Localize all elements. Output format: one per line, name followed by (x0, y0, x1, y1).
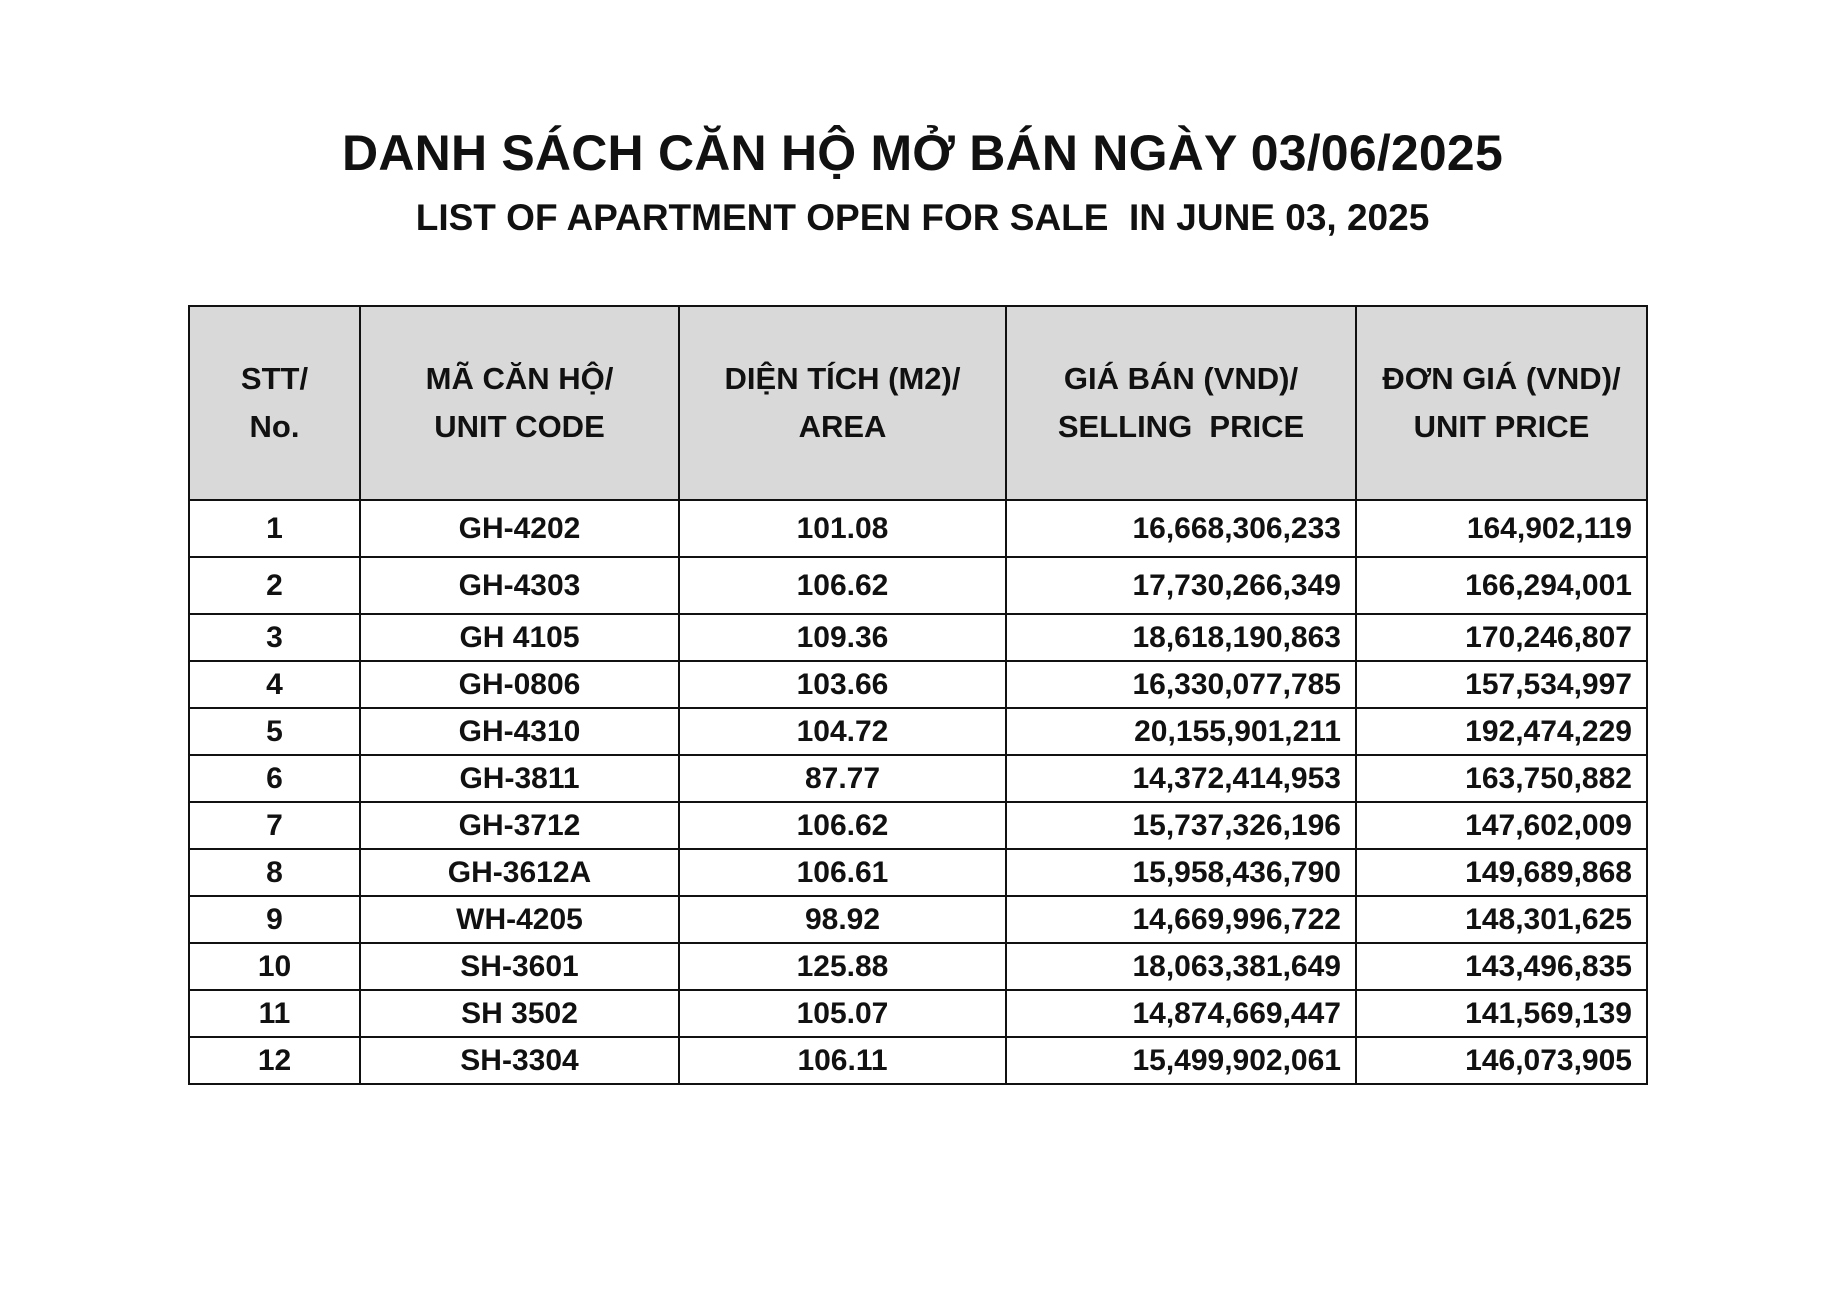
cell-unit-price: 157,534,997 (1356, 661, 1647, 708)
cell-unit-price: 146,073,905 (1356, 1037, 1647, 1084)
cell-area: 103.66 (679, 661, 1006, 708)
table-row (189, 943, 1647, 990)
table-row (189, 614, 1647, 661)
cell-no: 7 (189, 802, 360, 849)
header-row (189, 306, 1647, 500)
cell-selling-price: 18,063,381,649 (1006, 943, 1356, 990)
cell-no: 9 (189, 896, 360, 943)
cell-selling-price: 16,330,077,785 (1006, 661, 1356, 708)
cell-selling-price: 17,730,266,349 (1006, 557, 1356, 614)
cell-unit-price: 170,246,807 (1356, 614, 1647, 661)
cell-selling-price: 16,668,306,233 (1006, 500, 1356, 557)
cell-selling-price: 14,372,414,953 (1006, 755, 1356, 802)
cell-unit-code: GH-3712 (360, 802, 679, 849)
cell-unit-price: 164,902,119 (1356, 500, 1647, 557)
column-header-selling-price (1006, 306, 1356, 500)
cell-selling-price: 20,155,901,211 (1006, 708, 1356, 755)
table-row (189, 708, 1647, 755)
cell-unit-price: 166,294,001 (1356, 557, 1647, 614)
table-row (189, 500, 1647, 557)
table-header (189, 306, 1647, 500)
cell-no: 8 (189, 849, 360, 896)
cell-area: 106.62 (679, 802, 1006, 849)
cell-selling-price: 14,669,996,722 (1006, 896, 1356, 943)
cell-area: 105.07 (679, 990, 1006, 1037)
table-row (189, 802, 1647, 849)
column-header-unit-price (1356, 306, 1647, 500)
column-header-line: UNIT CODE (434, 409, 605, 444)
cell-unit-code: SH-3601 (360, 943, 679, 990)
cell-area: 106.11 (679, 1037, 1006, 1084)
cell-unit-code: GH-0806 (360, 661, 679, 708)
cell-unit-price: 163,750,882 (1356, 755, 1647, 802)
cell-no: 11 (189, 990, 360, 1037)
cell-unit-price: 141,569,139 (1356, 990, 1647, 1037)
table-row (189, 990, 1647, 1037)
cell-unit-code: WH-4205 (360, 896, 679, 943)
cell-no: 2 (189, 557, 360, 614)
cell-area: 101.08 (679, 500, 1006, 557)
cell-selling-price: 15,958,436,790 (1006, 849, 1356, 896)
table-row (189, 896, 1647, 943)
cell-unit-code: GH-4202 (360, 500, 679, 557)
table-row (189, 755, 1647, 802)
cell-selling-price: 15,737,326,196 (1006, 802, 1356, 849)
apartment-table (188, 305, 1648, 1085)
cell-unit-code: SH 3502 (360, 990, 679, 1037)
column-header-line: MÃ CĂN HỘ/ (425, 361, 614, 396)
cell-selling-price: 18,618,190,863 (1006, 614, 1356, 661)
cell-unit-price: 192,474,229 (1356, 708, 1647, 755)
cell-no: 5 (189, 708, 360, 755)
column-header-line: SELLING PRICE (1057, 409, 1305, 444)
cell-area: 87.77 (679, 755, 1006, 802)
cell-area: 125.88 (679, 943, 1006, 990)
cell-area: 98.92 (679, 896, 1006, 943)
cell-unit-code: GH-3612A (360, 849, 679, 896)
cell-no: 6 (189, 755, 360, 802)
column-header-line: AREA (798, 409, 887, 444)
table-body (189, 500, 1647, 1084)
column-header-line: GIÁ BÁN (VND)/ (1063, 361, 1299, 396)
cell-unit-price: 149,689,868 (1356, 849, 1647, 896)
cell-no: 12 (189, 1037, 360, 1084)
cell-selling-price: 15,499,902,061 (1006, 1037, 1356, 1084)
cell-unit-code: GH-4303 (360, 557, 679, 614)
cell-no: 3 (189, 614, 360, 661)
cell-no: 1 (189, 500, 360, 557)
cell-no: 4 (189, 661, 360, 708)
table-row (189, 557, 1647, 614)
table-row (189, 1037, 1647, 1084)
column-header-line: UNIT PRICE (1413, 409, 1590, 444)
cell-unit-code: GH-3811 (360, 755, 679, 802)
cell-unit-price: 148,301,625 (1356, 896, 1647, 943)
column-header-line: No. (249, 409, 300, 444)
table-row (189, 849, 1647, 896)
column-header-line: STT/ (240, 361, 309, 396)
cell-selling-price: 14,874,669,447 (1006, 990, 1356, 1037)
cell-unit-price: 143,496,835 (1356, 943, 1647, 990)
cell-unit-code: SH-3304 (360, 1037, 679, 1084)
cell-unit-code: GH 4105 (360, 614, 679, 661)
column-header-line: ĐƠN GIÁ (VND)/ (1382, 361, 1621, 396)
cell-area: 109.36 (679, 614, 1006, 661)
page-title: DANH SÁCH CĂN HỘ MỞ BÁN NGÀY 03/06/2025 (342, 125, 1503, 181)
cell-area: 104.72 (679, 708, 1006, 755)
column-header-line: DIỆN TÍCH (M2)/ (724, 361, 961, 396)
cell-unit-code: GH-4310 (360, 708, 679, 755)
column-header-area (679, 306, 1006, 500)
table-row (189, 661, 1647, 708)
cell-unit-price: 147,602,009 (1356, 802, 1647, 849)
page-subtitle: LIST OF APARTMENT OPEN FOR SALE IN JUNE 03, 2025 (415, 197, 1430, 238)
column-header-unit-code (360, 306, 679, 500)
cell-area: 106.61 (679, 849, 1006, 896)
cell-area: 106.62 (679, 557, 1006, 614)
column-header-no (189, 306, 360, 500)
cell-no: 10 (189, 943, 360, 990)
